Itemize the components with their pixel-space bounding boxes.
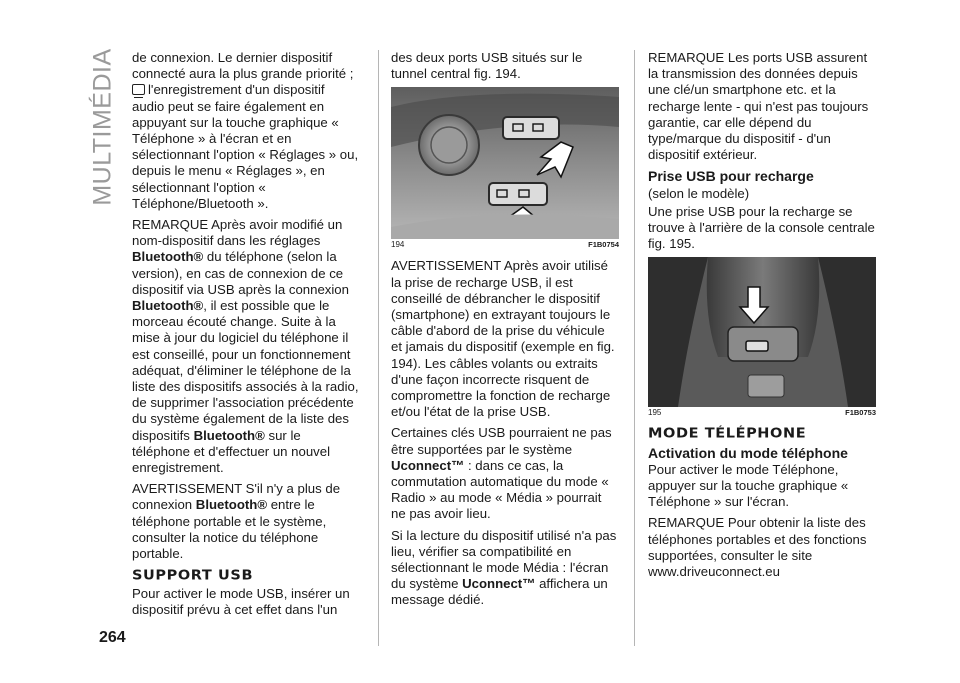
heading-support-usb: SUPPORT USB: [132, 569, 254, 584]
section-side-title-text: MULTIMÉDIA: [88, 48, 117, 206]
text: Certaines clés USB pourraient ne pas être supportées par le système: [391, 425, 612, 457]
paragraph-remarque: [132, 217, 360, 476]
paragraph: des deux ports USB situés sur le tunnel central fig. 194.: [391, 50, 583, 82]
paragraph: Une prise USB pour la recharge se trouve à l'arrière de la console centrale fig. 195.: [648, 203, 875, 252]
text: entre le téléphone portable et le système, consulter la notice du téléphone portable.: [132, 497, 327, 562]
bluetooth-term: Bluetooth®: [195, 497, 268, 513]
figure-number: 194: [391, 240, 405, 250]
figure-194: [391, 87, 619, 250]
text: REMARQUE Après avoir modifié un nom-dispositif dans les réglages: [132, 217, 343, 249]
paragraph: Pour activer le mode USB, insérer un dispositif prévu à cet effet dans l'un: [132, 585, 350, 617]
uconnect-term: Uconnect™: [391, 457, 465, 473]
paragraph-avertissement: AVERTISSEMENT Après avoir utilisé la prise de recharge USB, il est conseillé de débrancher le dispositif (smartphone) en extrayant toujours le câble d'abord de la prise du véhicule et jamais du dispositif (exemple en fig. 194). Les câbles volants ou extraits d'une façon incorrecte risquent de compromettre la fonction de recharge et/ou l'état de la prise USB.: [391, 258, 615, 420]
usb-ports-illustration: [391, 87, 619, 239]
text: du téléphone (selon la version), en cas de connexion de ce dispositif via USB après la connexion: [132, 249, 349, 297]
column-divider-2: [634, 50, 635, 646]
column-1: [132, 50, 360, 623]
paragraph: [132, 50, 360, 212]
heading-prise-usb: Prise USB pour recharge: [648, 168, 814, 185]
paragraph-text: de connexion. Le dernier dispositif connecté aura la plus grande priorité ;: [132, 50, 354, 82]
bluetooth-term: Bluetooth®: [132, 298, 204, 314]
paragraph-remarque: REMARQUE Pour obtenir la liste des téléphones portables et des fonctions supportées, consulter le site www.driveuconnect.eu: [648, 515, 867, 580]
phone-icon: [132, 84, 145, 95]
text: AVERTISSEMENT S'il n'y a plus de connexion: [132, 481, 341, 513]
bluetooth-term: Bluetooth®: [193, 427, 265, 443]
figure-id: F1B0753: [845, 408, 876, 418]
paragraph: [391, 425, 619, 522]
text: sur le téléphone et d'effectuer un nouvel enregistrement.: [132, 427, 331, 476]
text: , il est possible que le morceau écouté change. Suite à la mise à jour du logiciel du téléphone il est conseillé, pour un fonctionnement adéquat, d'éliminer le téléphone de la liste des dispositifs associés à la radio, de supprimer l'association précédente du système également de la liste des dispositifs: [132, 298, 359, 443]
paragraph-avertissement: [132, 481, 360, 562]
paragraph: [391, 528, 619, 609]
heading-activation: Activation du mode téléphone: [648, 444, 848, 461]
figure-number: 195: [648, 408, 662, 418]
page-number: 264: [99, 629, 126, 646]
bluetooth-term: Bluetooth®: [132, 249, 204, 265]
section-side-title: [86, 48, 120, 206]
heading-mode-telephone: MODE TÉLÉPHONE: [648, 427, 807, 442]
text: : dans ce cas, la commutation automatique du mode « Radio » au mode « Média » pourrait ne pas avoir lieu.: [391, 457, 609, 522]
text: Si la lecture du dispositif utilisé n'a pas lieu, vérifier sa compatibilité en sélectionnant le mode Média : l'écran du système: [391, 527, 617, 592]
paragraph-text: l'enregistrement d'un dispositif audio peut se faire également en appuyant sur la touche graphique « Téléphone » à l'écran et en sélectionnant l'option « Réglages » ou, depuis le menu « Réglages », en sélectionnant l'option « Téléphone/Bluetooth ».: [132, 82, 359, 211]
figure-caption: [391, 240, 619, 250]
rear-usb-socket-illustration: [648, 257, 876, 407]
figure-id: F1B0754: [588, 240, 619, 250]
column-divider-1: [378, 50, 379, 646]
paragraph-remarque: REMARQUE Les ports USB assurent la transmission des données depuis une clé/un smartphone etc. et la recharge lente - qui n'est pas toujours garantie, car elle dépend du type/marque du dispositif - d'un dispositif extérieur.: [648, 50, 869, 163]
text: affichera un message dédié.: [391, 576, 608, 608]
uconnect-term: Uconnect™: [462, 576, 536, 592]
paragraph: (selon le modèle): [648, 185, 750, 201]
column-3: [648, 50, 876, 585]
figure-caption: [648, 408, 876, 418]
column-2: [391, 50, 619, 614]
paragraph: Pour activer le mode Téléphone, appuyer sur la touche graphique « Téléphone » sur l'écran.: [648, 461, 849, 510]
figure-195: [648, 257, 876, 418]
